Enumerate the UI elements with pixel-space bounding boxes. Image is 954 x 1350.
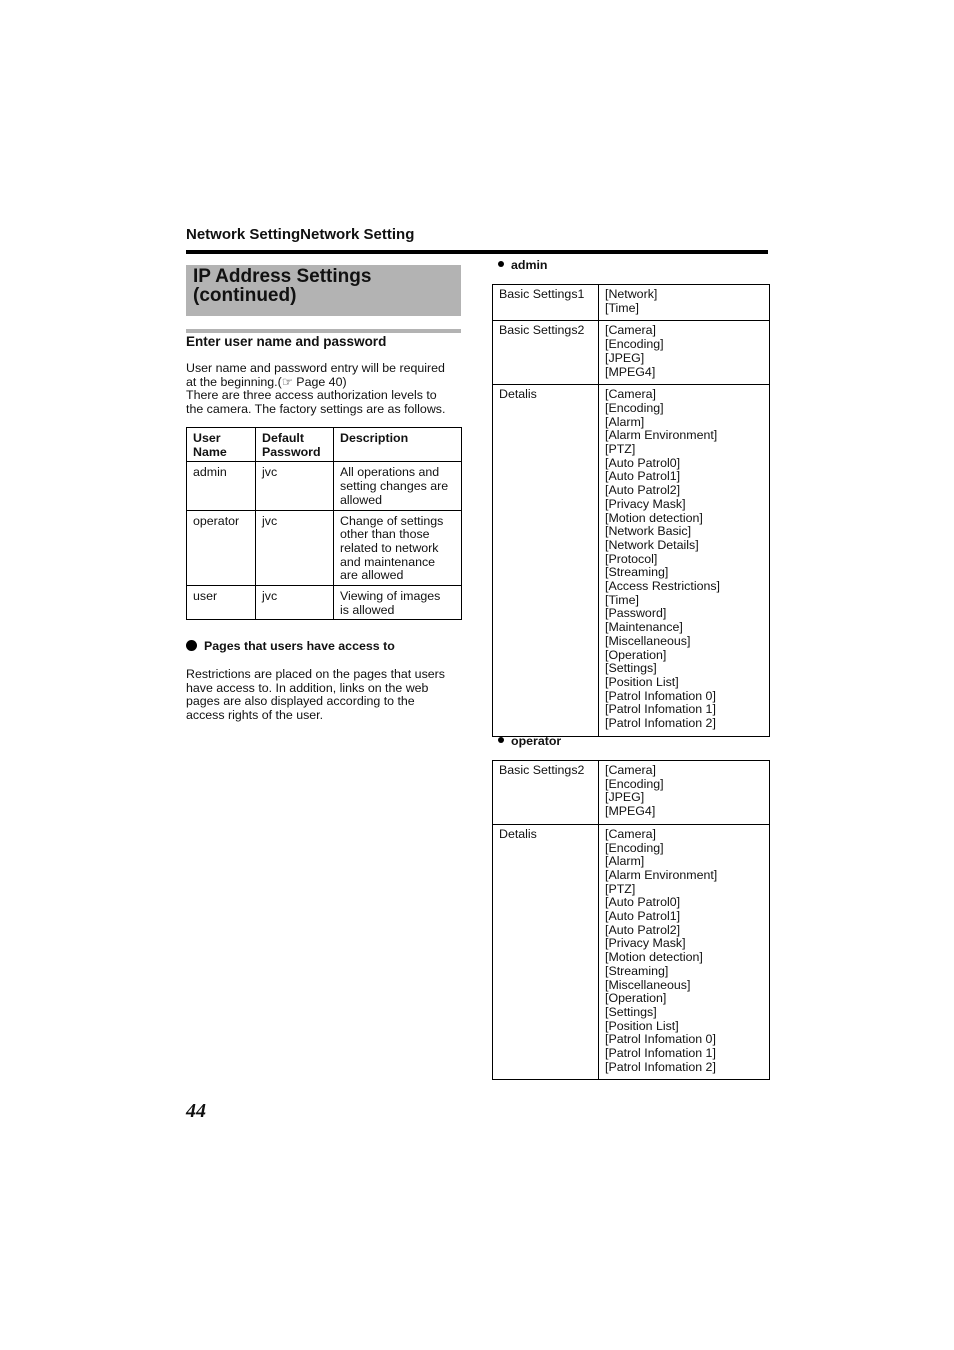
table-cell: Change of settings other than those related to network and maintenance are allowed	[334, 510, 462, 586]
column-header-user-name: User Name	[187, 428, 256, 462]
group-cell: Detalis	[493, 824, 599, 1080]
title-line-2: (continued)	[193, 285, 297, 306]
pages-access-heading-text: Pages that users have access to	[204, 639, 395, 653]
table-row	[187, 462, 462, 510]
page-number: 44	[186, 1100, 206, 1122]
subheading-rule	[186, 329, 461, 333]
table-cell: jvc	[256, 586, 334, 620]
table-row	[493, 321, 770, 385]
section-header: Network SettingNetwork Setting	[186, 226, 415, 243]
table-cell: user	[187, 586, 256, 620]
table-cell: operator	[187, 510, 256, 586]
pages-cell: [Camera] [Encoding] [JPEG] [MPEG4]	[599, 321, 770, 385]
column-header-default-password: Default Password	[256, 428, 334, 462]
table-row	[187, 586, 462, 620]
table-row	[493, 285, 770, 321]
table-cell: admin	[187, 462, 256, 510]
bullet-icon	[498, 737, 504, 743]
users-table	[186, 427, 462, 620]
title-line-1: IP Address Settings	[193, 266, 372, 287]
table-row	[493, 761, 770, 825]
group-cell: Basic Settings1	[493, 285, 599, 321]
bullet-icon	[186, 640, 197, 651]
table-cell: Viewing of images is allowed	[334, 586, 462, 620]
operator-heading	[497, 734, 561, 748]
admin-heading-text: admin	[511, 258, 548, 272]
admin-heading	[497, 258, 548, 272]
table-row	[493, 824, 770, 1080]
group-cell: Detalis	[493, 385, 599, 737]
table-row	[493, 385, 770, 737]
table-cell: jvc	[256, 462, 334, 510]
column-header-description: Description	[334, 428, 462, 462]
admin-access-table	[492, 284, 770, 737]
group-cell: Basic Settings2	[493, 321, 599, 385]
header-rule	[186, 250, 768, 254]
pages-cell: [Network] [Time]	[599, 285, 770, 321]
bullet-icon	[498, 261, 504, 267]
pages-access-paragraph: Restrictions are placed on the pages that users have access to. In addition, links on the web pages are also displayed according to the access rights of the user.	[186, 667, 445, 723]
subheading: Enter user name and password	[186, 334, 387, 349]
table-cell: All operations and setting changes are allowed	[334, 462, 462, 510]
table-cell: jvc	[256, 510, 334, 586]
users-table-header	[187, 428, 462, 462]
operator-access-table	[492, 760, 770, 1080]
pages-cell: [Camera] [Encoding] [Alarm] [Alarm Environment] [PTZ] [Auto Patrol0] [Auto Patrol1] [Auto Patrol2] [Privacy Mask] [Motion detection] [Streaming] [Miscellaneous] [Operation] [Settings] [Position List] [Patrol Infomation 0] [Patrol Infomation 1] [Patrol Infomation 2]	[599, 824, 770, 1080]
group-cell: Basic Settings2	[493, 761, 599, 825]
operator-heading-text: operator	[511, 734, 562, 748]
pages-cell: [Camera] [Encoding] [JPEG] [MPEG4]	[599, 761, 770, 825]
pages-cell: [Camera] [Encoding] [Alarm] [Alarm Environment] [PTZ] [Auto Patrol0] [Auto Patrol1] [Auto Patrol2] [Privacy Mask] [Motion detection] [Network Basic] [Network Details] [Protocol] [Streaming] [Access Restrictions] [Time] [Password] [Maintenance] [Miscellaneous] [Operation] [Settings] [Position List] [Patrol Infomation 0] [Patrol Infomation 1] [Patrol Infomation 2]	[599, 385, 770, 737]
title-box	[186, 265, 461, 316]
pages-access-heading	[186, 639, 395, 653]
intro-paragraph: User name and password entry will be required at the beginning.(☞ Page 40) There are three access authorization levels to the camera. The factory settings are as follows.	[186, 361, 446, 417]
table-row	[187, 510, 462, 586]
